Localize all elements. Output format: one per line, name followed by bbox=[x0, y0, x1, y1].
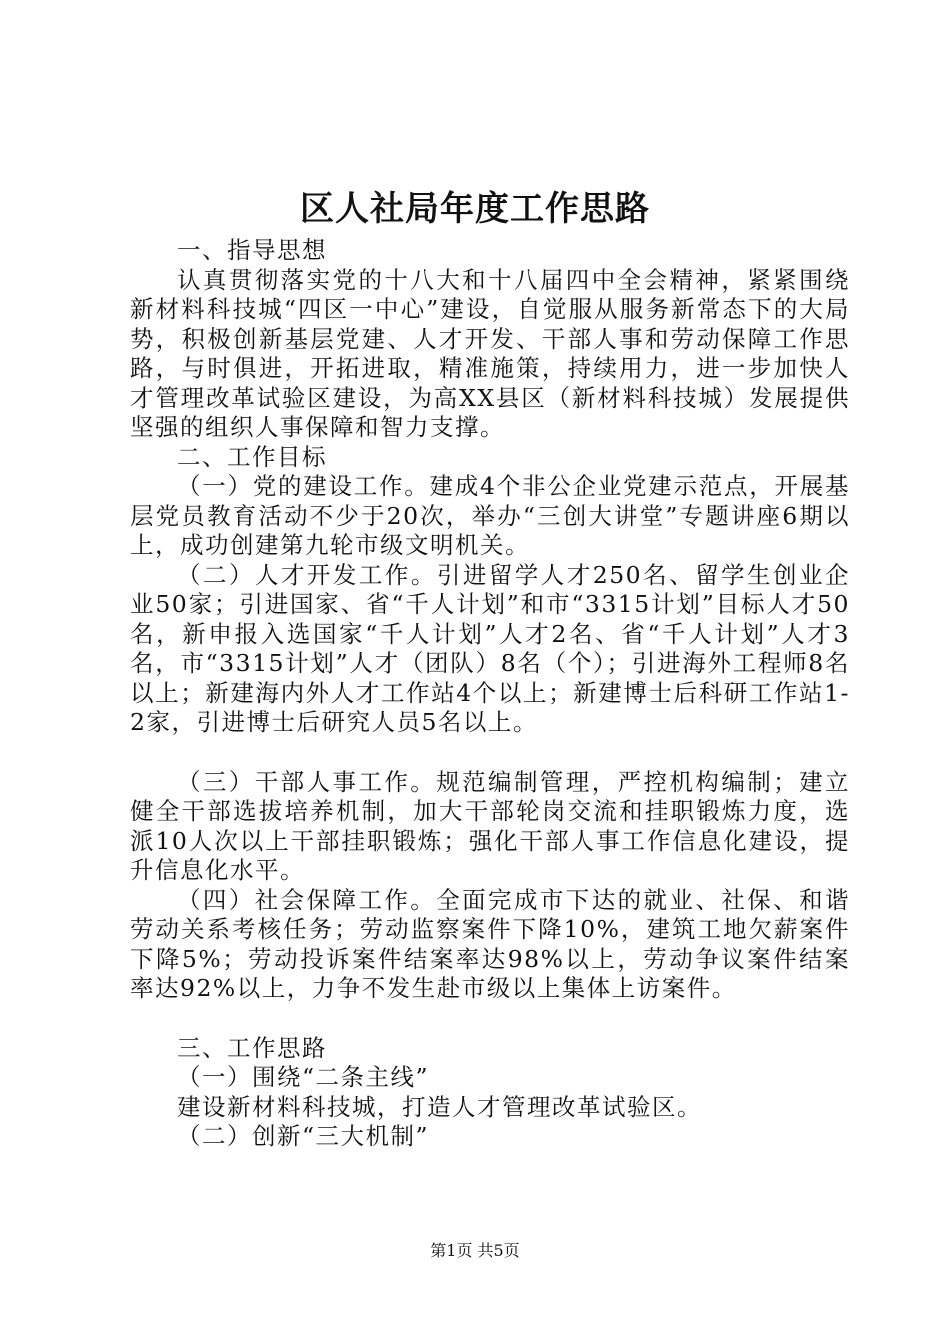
idea1-text: 建设新材料科技城，打造人才管理改革试验区。 bbox=[177, 1092, 702, 1121]
goal-social-security: （四）社会保障工作。全面完成市下达的就业、社保、和谐劳动关系考核任务；劳动监察案件下降10%，建筑工地欠薪案件下降5%；劳动投诉案件结案率达98%以上，劳动争议案件结案率达92%以上，力争不发生赴市级以上集体上访案件。 bbox=[130, 885, 850, 1002]
document-title: 区人社局年度工作思路 bbox=[300, 189, 650, 229]
idea2-heading: （二）创新“三大机制” bbox=[177, 1122, 430, 1150]
page-footer: 第1页 共5页 bbox=[430, 1241, 520, 1260]
goal-talent-development: （二）人才开发工作。引进留学人才250名、留学生创业企业50家；引进国家、省“千人计划”和市“3315计划”目标人才50名，新申报入选国家“千人计划”人才2名、省“千人计划”人才3名，市“3315计划”人才（团队）8名（个）；引进海外工程师8名以上；新建海内外人才工作站4个以上；新建博士后科研工作站1-2家，引进博士后研究人员5名以上。 bbox=[130, 560, 850, 736]
section2-heading: 二、工作目标 bbox=[177, 442, 327, 471]
goal-cadre-personnel: （三）干部人事工作。规范编制管理，严控机构编制；建立健全干部选拔培养机制，加大干部轮岗交流和挂职锻炼力度，选派10人次以上干部挂职锻炼；强化干部人事工作信息化建设，提升信息化水平。 bbox=[130, 767, 850, 884]
goal-party-building: （一）党的建设工作。建成4个非公企业党建示范点，开展基层党员教育活动不少于20次，举办“三创大讲堂”专题讲座6期以上，成功创建第九轮市级文明机关。 bbox=[130, 472, 850, 559]
document-body bbox=[130, 236, 850, 1152]
section1-heading: 一、指导思想 bbox=[177, 236, 327, 264]
idea1-heading: （一）围绕“二条主线” bbox=[177, 1063, 430, 1091]
section1-paragraph: 认真贯彻落实党的十八大和十八届四中全会精神，紧紧围绕新材料科技城“四区一中心”建设，自觉服从服务新常态下的大局势，积极创新基层党建、人才开发、干部人事和劳动保障工作思路，与时俱进，开拓进取，精准施策，持续用力，进一步加快人才管理改革试验区建设，为高XX县区（新材料科技城）发展提供坚强的组织人事保障和智力支撑。 bbox=[130, 265, 850, 441]
section3-heading: 三、工作思路 bbox=[177, 1033, 327, 1062]
